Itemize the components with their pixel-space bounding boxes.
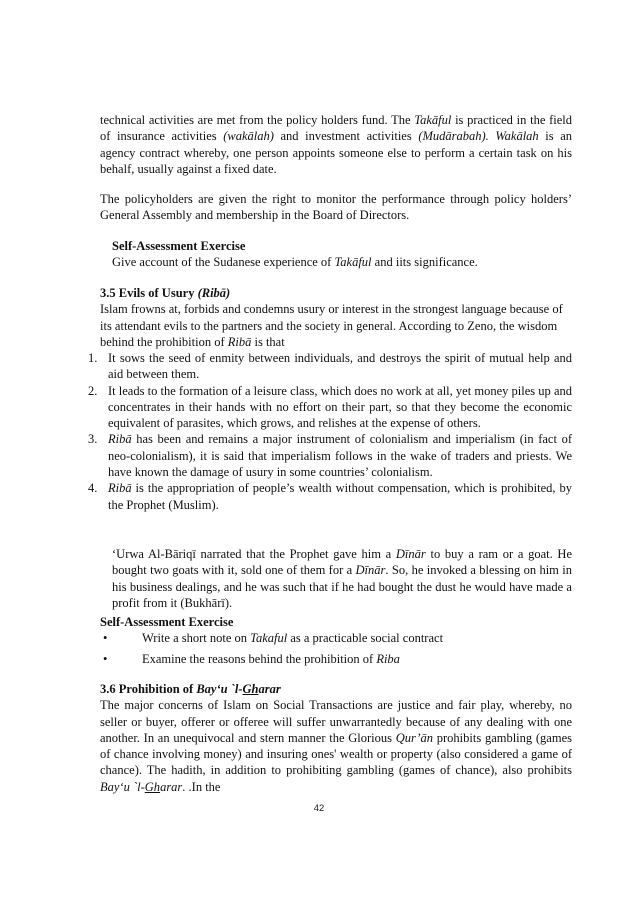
list-text: has been and remains a major instrument of colonialism and imperialism (in fact of neo-colonialism), it is said that imperialism follows in the wake of traders and priests. We have known the damage of usury in some countries’ colonialism. bbox=[108, 432, 572, 480]
section-3-5 bbox=[100, 285, 572, 350]
italic-term: Takāful bbox=[334, 255, 372, 270]
text-run: technical activities are met from the policy holders fund. The bbox=[100, 113, 415, 127]
text-run: is that bbox=[251, 334, 285, 349]
section-intro bbox=[100, 301, 572, 350]
exercise-title: Self-Assessment Exercise bbox=[100, 615, 234, 629]
exercise-bullets bbox=[100, 628, 572, 670]
usury-evils-list bbox=[88, 350, 572, 513]
italic-term: Qur’ān bbox=[395, 730, 434, 745]
text-run: is practiced in the field of insurance activities bbox=[100, 113, 572, 144]
hadith-quote bbox=[112, 546, 572, 611]
italic-term: Ribā bbox=[227, 334, 252, 349]
text-run: to buy a ram or a goat. He bought two goats with it, sold one of them for a bbox=[112, 547, 573, 578]
list-item bbox=[88, 431, 572, 480]
text-run: Examine the reasons behind the prohibition of bbox=[142, 652, 377, 666]
italic-term: Dīnār bbox=[395, 547, 426, 561]
text-run: . .In the bbox=[182, 779, 221, 794]
heading-italic: (Ribā) bbox=[197, 286, 231, 300]
section-heading bbox=[100, 681, 572, 697]
list-text: It leads to the formation of a leisure class, which does no work at all, yet money piles up and concentrates in their hands with no effort on their part, so that they become the economic equivalent of parasites, which grows, and relishes at the expense of others. bbox=[108, 383, 572, 431]
page-number: 42 bbox=[313, 803, 325, 814]
text-run: The major concerns of Islam on Social Transactions are justice and fair play, whereby, no seller or buyer, offerer or offeree will suffer unwarrantedly because of any dealing with one another. In an unequivocal and stern manner the Glorious bbox=[100, 698, 572, 745]
bullet-glyph: • bbox=[103, 652, 108, 666]
text-run: . So, he invoked a blessing on him in his business dealings, and he was such that if he had bought the dust he would have made a profit from it (Bukhārī). bbox=[112, 563, 572, 610]
paragraph-takaful-practice bbox=[100, 112, 572, 177]
exercise-title: Self-Assessment Exercise bbox=[112, 239, 246, 253]
section-3-6 bbox=[100, 681, 572, 795]
self-assessment-exercise-1 bbox=[112, 238, 572, 271]
heading-italic: Bay‘u `l- bbox=[196, 682, 243, 696]
bullet-glyph: • bbox=[103, 631, 108, 645]
italic-term: Ribā bbox=[108, 481, 132, 496]
text-run: Write a short note on bbox=[142, 631, 251, 645]
heading-text: 3.5 Evils of Usury bbox=[100, 286, 198, 300]
text-run: is an agency contract whereby, one person appoints someone else to perform a certain task on his behalf, usually against a fixed date. bbox=[100, 129, 572, 176]
italic-term: (Mudārabah). Wakālah bbox=[418, 129, 539, 144]
italic-term: Ribā bbox=[108, 432, 132, 447]
paragraph-policyholders: The policyholders are given the right to monitor the performance through policy holders’ General Assembly and membership in the Board of Directors. bbox=[100, 192, 572, 223]
list-item bbox=[88, 480, 572, 513]
bullet-item bbox=[100, 628, 572, 649]
text-run: as a practicable social contract bbox=[287, 631, 444, 645]
italic-term: arar bbox=[160, 779, 183, 794]
italic-term: Takāful bbox=[414, 113, 452, 127]
italic-term: Takaful bbox=[250, 631, 288, 645]
heading-italic: arar bbox=[258, 682, 281, 696]
text-run: prohibits gambling (games of chance involving money) and insuring ones' wealth or property (also considered a game of chance). The hadith, in addition to prohibiting gambling (games of chance), also prohibits bbox=[100, 730, 572, 778]
text-run: and iits significance. bbox=[371, 255, 478, 270]
text-run: and investment activities bbox=[273, 129, 419, 144]
list-item bbox=[88, 350, 572, 383]
bullet-item bbox=[100, 649, 572, 670]
list-number: 1. bbox=[88, 351, 98, 365]
list-item bbox=[88, 383, 572, 432]
list-number: 2. bbox=[88, 383, 98, 398]
section-body bbox=[100, 697, 572, 795]
italic-term: (wakālah) bbox=[223, 129, 274, 144]
exercise-text bbox=[112, 254, 572, 270]
text-run: Give account of the Sudanese experience of bbox=[112, 255, 335, 270]
list-text: is the appropriation of people’s wealth without compensation, which is prohibited, by the Prophet (Muslim). bbox=[108, 481, 572, 512]
italic-term-underlined: Gh bbox=[144, 779, 161, 794]
text-run: Islam frowns at, forbids and condemns usury or interest in the strongest language because of its attendant evils to the partners and the society in general. According to Zeno, the wisdom behind the prohibition of bbox=[100, 302, 563, 349]
heading-text: 3.6 Prohibition of bbox=[100, 682, 197, 696]
list-text: It sows the seed of enmity between individuals, and destroys the spirit of mutual help and aid between them. bbox=[108, 351, 572, 382]
list-number: 4. bbox=[88, 481, 98, 496]
list-number: 3. bbox=[88, 432, 98, 447]
italic-term: Riba bbox=[376, 652, 400, 666]
italic-term: Dīnār bbox=[355, 563, 386, 578]
section-heading bbox=[100, 285, 572, 301]
heading-italic-underlined: Gh bbox=[242, 682, 259, 696]
text-run: ‘Urwa Al-Bāriqī narrated that the Prophet gave him a bbox=[112, 547, 396, 561]
italic-term: Bay‘u `l- bbox=[100, 779, 145, 794]
